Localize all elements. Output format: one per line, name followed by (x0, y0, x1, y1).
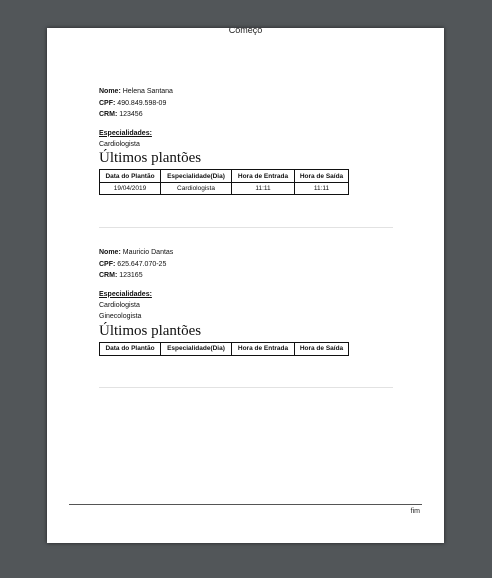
col-header-start: Hora de Entrada (232, 342, 295, 355)
doctor-name: Helena Santana (122, 88, 173, 95)
shifts-table (99, 342, 349, 356)
col-header-date: Data do Plantão (100, 170, 161, 183)
doctor-cpf-line (99, 259, 393, 271)
page-header-title: Começo (228, 28, 263, 35)
doctor-cpf-line (99, 98, 393, 110)
section-divider (99, 227, 393, 228)
crm-label: CRM: (99, 111, 118, 118)
pdf-page (47, 28, 444, 543)
specialty-item: Ginecologista (99, 313, 142, 320)
cpf-label: CPF: (99, 260, 116, 268)
crm-label: CRM: (99, 272, 118, 279)
cell-start: 11:11 (232, 183, 295, 195)
col-header-start: Hora de Entrada (232, 170, 295, 183)
cpf-label: CPF: (99, 99, 116, 107)
specialty-item: Cardiologista (99, 301, 140, 309)
footer-divider (69, 504, 422, 505)
doctor-name: Mauricio Dantas (122, 249, 174, 256)
doctor-name-line (99, 247, 393, 259)
doctor-crm-line (99, 270, 393, 282)
cell-end: 11:11 (295, 183, 349, 195)
doctor-section (99, 247, 393, 356)
doctor-section (99, 86, 393, 195)
doctor-cpf: 490.849.598-09 (117, 99, 167, 107)
shifts-heading: Últimos plantões (99, 150, 202, 166)
cell-specialty: Cardiologista (161, 183, 232, 195)
cell-date: 19/04/2019 (100, 183, 161, 195)
footer-text: fim (410, 508, 420, 515)
specialties-heading: Especialidades: (99, 129, 152, 137)
col-header-end: Hora de Saída (295, 170, 349, 183)
col-header-end: Hora de Saída (295, 342, 349, 355)
section-divider (99, 387, 393, 388)
doctor-name-line (99, 86, 393, 98)
shifts-heading: Últimos plantões (99, 322, 202, 339)
col-header-specialty: Especialidade(Dia) (161, 170, 232, 183)
doctor-crm: 123165 (119, 272, 143, 279)
specialty-item: Cardiologista (99, 140, 140, 148)
doctor-crm: 123456 (119, 111, 143, 118)
specialties-heading: Especialidades: (99, 290, 152, 298)
shifts-table (99, 169, 349, 195)
table-header-row (100, 170, 349, 183)
name-label: Nome: (99, 88, 121, 95)
table-header-row (100, 342, 349, 355)
doctor-cpf: 625.647.070-25 (117, 260, 167, 268)
name-label: Nome: (99, 249, 121, 256)
doctor-crm-line (99, 109, 393, 121)
col-header-date: Data do Plantão (100, 342, 161, 355)
table-row (100, 183, 349, 195)
col-header-specialty: Especialidade(Dia) (161, 342, 232, 355)
